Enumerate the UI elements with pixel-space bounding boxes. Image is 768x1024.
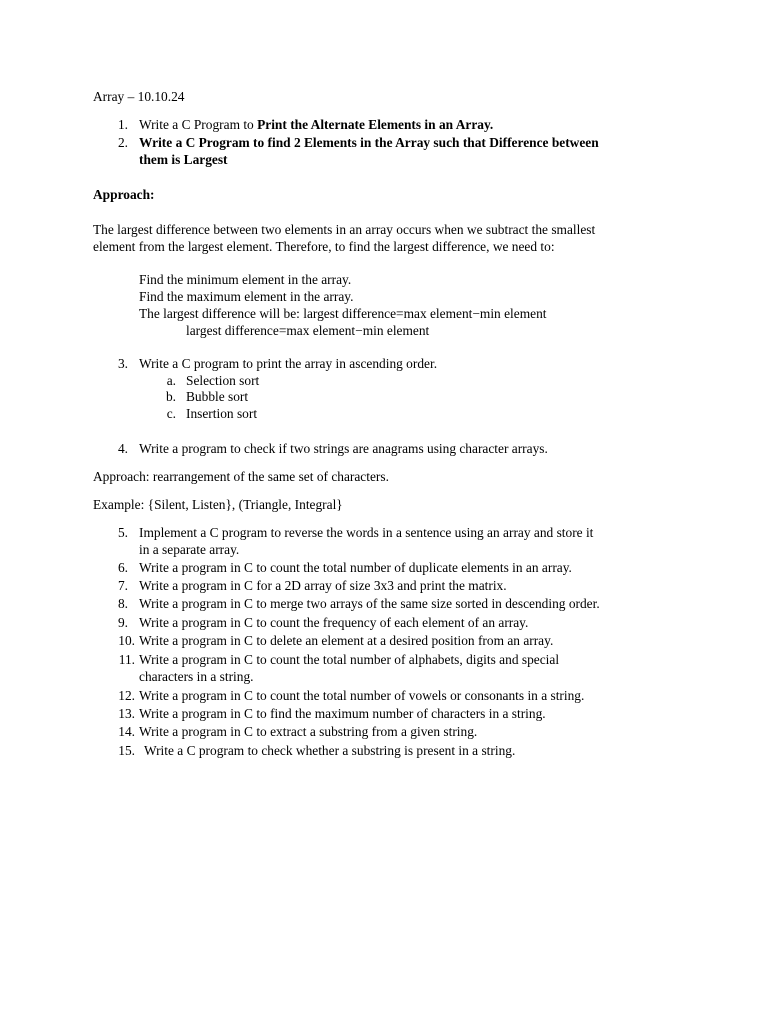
item-number-15: 15. — [118, 743, 135, 758]
question-2-line-1: Write a C Program to find 2 Elements in the Array such that Difference between — [139, 135, 599, 150]
item-number-5: 5. — [117, 525, 128, 540]
subitem-label-b: b. — [165, 389, 176, 404]
item-number-9: 9. — [117, 615, 128, 630]
item-number-6: 6. — [117, 560, 128, 575]
item-number-11: 11. — [118, 652, 135, 667]
question-5-line-2: in a separate array. — [139, 542, 240, 557]
item-number-4: 4. — [117, 441, 128, 456]
question-10: Write a program in C to delete an element at a desired position from an array. — [139, 633, 554, 648]
item-number-1: 1. — [117, 117, 128, 132]
question-11-line-2: characters in a string. — [139, 669, 254, 684]
question-1-prefix: Write a C Program to — [139, 117, 258, 132]
question-13: Write a program in C to find the maximum number of characters in a string. — [139, 706, 546, 721]
item-number-10: 10. — [118, 633, 135, 648]
subitem-label-a: a. — [166, 373, 176, 388]
question-1 — [139, 116, 493, 133]
question-14: Write a program in C to extract a substring from a given string. — [139, 724, 478, 739]
subitem-label-c: c. — [166, 406, 176, 421]
item-number-8: 8. — [117, 596, 128, 611]
item-number-3: 3. — [117, 356, 128, 371]
step-1: Find the minimum element in the array. — [139, 272, 352, 287]
item-number-12: 12. — [118, 688, 135, 703]
question-15: Write a C program to check whether a substring is present in a string. — [144, 743, 516, 758]
approach-heading: Approach: — [93, 187, 155, 202]
question-9: Write a program in C to count the frequency of each element of an array. — [139, 615, 529, 630]
approach-anagram: Approach: rearrangement of the same set of characters. — [93, 469, 389, 484]
approach-paragraph-line-2: element from the largest element. Therefore, to find the largest difference, we need to: — [93, 239, 555, 254]
step-2: Find the maximum element in the array. — [139, 289, 354, 304]
question-6: Write a program in C to count the total number of duplicate elements in an array. — [139, 560, 572, 575]
question-2-line-2: them is Largest — [139, 152, 228, 167]
question-7: Write a program in C for a 2D array of size 3x3 and print the matrix. — [139, 578, 507, 593]
question-12: Write a program in C to count the total number of vowels or consonants in a string. — [139, 688, 585, 703]
subitem-selection-sort: Selection sort — [186, 373, 260, 388]
formula: largest difference=max element−min element — [186, 323, 430, 338]
question-4: Write a program to check if two strings are anagrams using character arrays. — [139, 441, 548, 456]
question-3: Write a C program to print the array in ascending order. — [139, 356, 438, 371]
question-1-bold: Print the Alternate Elements in an Array. — [257, 117, 494, 132]
question-8: Write a program in C to merge two arrays of the same size sorted in descending order. — [139, 596, 600, 611]
step-3: The largest difference will be: largest difference=max element−min element — [139, 306, 547, 321]
approach-paragraph-line-1: The largest difference between two elements in an array occurs when we subtract the smallest — [93, 222, 596, 237]
item-number-14: 14. — [118, 724, 135, 739]
item-number-13: 13. — [118, 706, 135, 721]
document-title: Array – 10.10.24 — [93, 89, 185, 104]
example-anagram: Example: {Silent, Listen}, (Triangle, Integral} — [93, 497, 343, 512]
question-5-line-1: Implement a C program to reverse the words in a sentence using an array and store it — [139, 525, 594, 540]
subitem-insertion-sort: Insertion sort — [186, 406, 258, 421]
subitem-bubble-sort: Bubble sort — [186, 389, 249, 404]
item-number-2: 2. — [117, 135, 128, 150]
question-11-line-1: Write a program in C to count the total number of alphabets, digits and special — [139, 652, 560, 667]
item-number-7: 7. — [117, 578, 128, 593]
